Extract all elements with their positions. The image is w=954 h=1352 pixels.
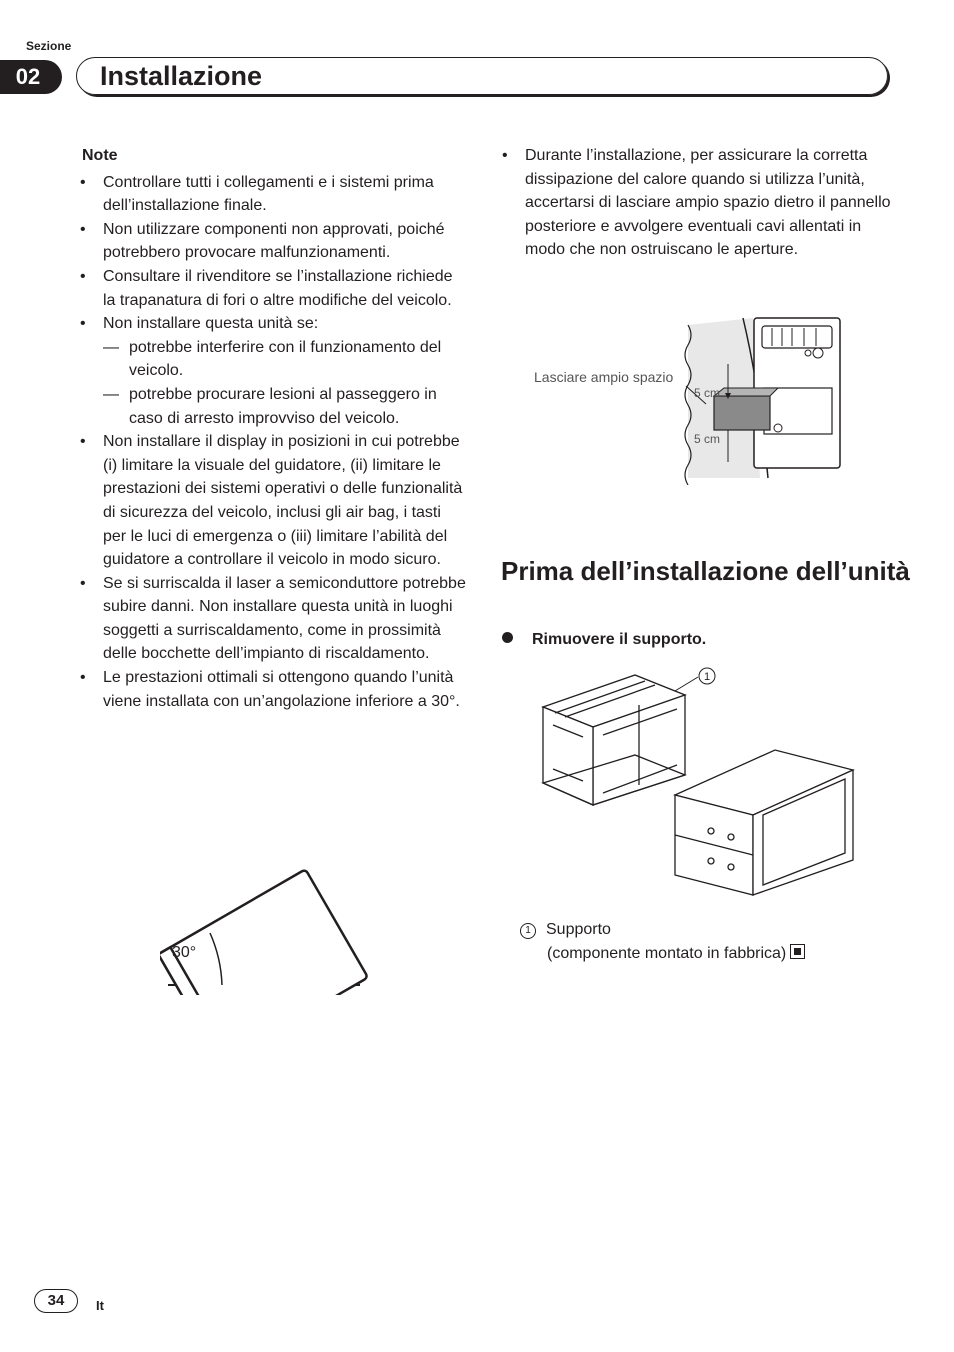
note-item: • Non utilizzare componenti non approvati, poiché potrebbero provocare malfunzionamenti. [78, 218, 468, 265]
heat-note-item: • Durante l’installazione, per assicurare la corretta dissipazione del calore quando si utilizza l’unità, accertarsi di lasciare ampio spazio dietro il pannello posteriore e avvolgere eventuali cavi allentati in modo che non ostruiscano le aperture. [500, 144, 895, 262]
caption-line [520, 942, 805, 966]
note-subitem: — potrebbe interferire con il funzionamento del veicolo. [103, 336, 468, 383]
note-sublist [103, 336, 468, 430]
step-instruction [502, 629, 706, 651]
sleeve-removal-figure [535, 665, 865, 905]
note-item: • Le prestazioni ottimali si ottengono quando l’unità viene installata con un’angolazione inferiore a 30°. [78, 666, 468, 713]
head-unit [675, 750, 853, 895]
gap-top-label: 5 cm [694, 386, 721, 400]
end-mark-icon [790, 944, 805, 959]
caption-number: 1 [520, 923, 536, 939]
notes-heading: Note [82, 147, 118, 164]
note-item: • Se si surriscalda il laser a semiconduttore potrebbe subire danni. Non installare questa unità in luoghi soggetti a surriscaldamento, come in prossimità delle bocchette dell’impianto di riscaldamento. [78, 572, 468, 666]
installation-angle-figure [160, 815, 420, 995]
page-title: Installazione [100, 61, 263, 91]
angle-label: 30° [172, 944, 197, 961]
note-item: • Consultare il rivenditore se l’installazione richiede la trapanatura di fori o altre modifiche del veicolo. [78, 265, 468, 312]
note-item: • Non installare il display in posizioni in cui potrebbe (i) limitare la visuale del guidatore, (ii) limitare le prestazioni dei sistemi operativi o delle funzionalità di sicurezza del veicolo, inclusi gli air bag, i tasti per le luci di emergenza o (iii) limitare l’abilità del guidatore a controllare il veicolo in modo sicuro. [78, 430, 468, 572]
note-item-text: Non installare questa unità se: [103, 315, 319, 333]
section-number-badge: 02 [0, 60, 62, 94]
heat-note-list [500, 144, 895, 262]
page-number: 34 [34, 1289, 78, 1313]
clearance-figure [528, 300, 868, 485]
heat-note-column [500, 144, 895, 262]
note-item [78, 312, 468, 430]
language-code: It [96, 1298, 104, 1313]
notes-column [78, 144, 468, 713]
caption-text: Supporto [546, 921, 611, 938]
callout-number: 1 [703, 671, 711, 683]
section-label: Sezione [26, 39, 72, 53]
section-heading: Prima dell’installazione dell’unità [501, 556, 910, 586]
mounting-sleeve [543, 675, 685, 805]
unit-silhouette [160, 869, 368, 995]
notes-list [78, 171, 468, 714]
step-text: Rimuovere il supporto. [532, 631, 707, 648]
note-subitem: — potrebbe procurare lesioni al passeggero in caso di arresto improvviso del veicolo. [103, 383, 468, 430]
figure-caption [520, 918, 805, 966]
gap-bottom-label: 5 cm [694, 432, 721, 446]
clearance-label: Lasciare ampio spazio [534, 369, 674, 385]
caption-subtext: (componente montato in fabbrica) [547, 945, 787, 962]
caption-line [520, 918, 805, 942]
step-bullet-icon [502, 632, 513, 643]
note-item: • Controllare tutti i collegamenti e i sistemi prima dell’installazione finale. [78, 171, 468, 218]
